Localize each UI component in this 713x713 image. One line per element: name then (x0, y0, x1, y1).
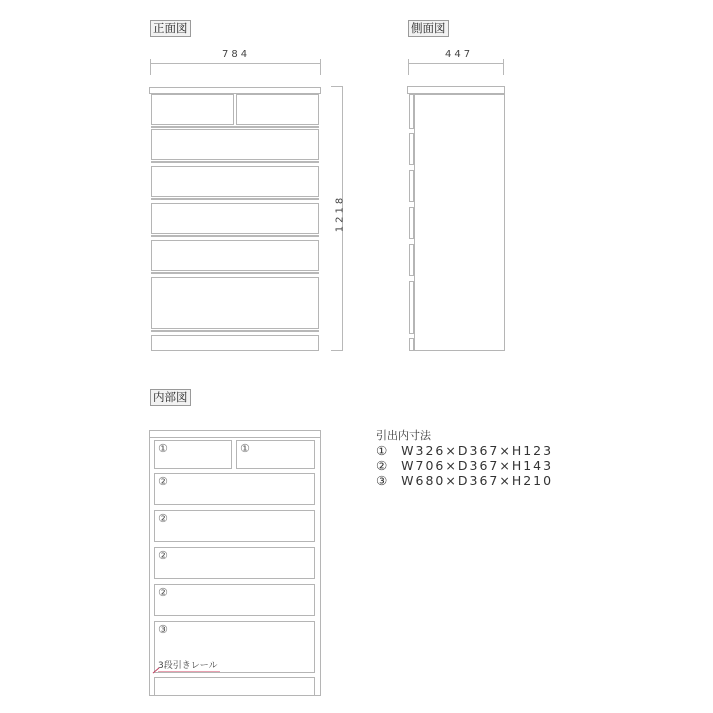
drawer-marker: ② (158, 549, 168, 562)
interior-view-chest (149, 430, 321, 696)
spec-row-3 (376, 473, 553, 488)
spec-size: W326×D367×H123 (401, 443, 554, 458)
side-view-chest (407, 86, 505, 351)
dim-tick (331, 86, 343, 87)
rail-note: 3段引きレール (158, 658, 220, 672)
side-drawer-front (409, 244, 414, 276)
divider (151, 198, 319, 200)
interior-drawer-5 (154, 584, 315, 616)
interior-drawer-4 (154, 547, 315, 579)
side-drawer-front (409, 133, 414, 165)
front-drawer-4 (151, 203, 319, 234)
drawer-specs (376, 427, 553, 488)
divider (151, 161, 319, 163)
dim-tick (503, 59, 504, 75)
side-drawer-front (409, 94, 414, 129)
side-plinth (409, 338, 414, 351)
top-board (149, 87, 321, 94)
side-drawer-front (409, 281, 414, 334)
interior-drawer-1a (154, 440, 232, 469)
side-depth-dim-line (408, 63, 504, 64)
interior-view-label: 内部図 (150, 389, 191, 406)
front-drawer-5 (151, 240, 319, 271)
dim-tick (408, 59, 409, 75)
interior-drawer-3 (154, 510, 315, 542)
side-view-label: 側面図 (408, 20, 449, 37)
drawer-marker: ③ (158, 623, 168, 636)
drawer-marker: ② (158, 512, 168, 525)
front-view-label: 正面図 (150, 20, 191, 37)
drawer-marker: ① (240, 442, 250, 455)
spec-row-2 (376, 458, 553, 473)
spec-marker: ① (376, 443, 390, 458)
front-drawer-6 (151, 277, 319, 329)
interior-plinth (154, 677, 315, 696)
dim-tick (150, 59, 151, 75)
plinth (151, 335, 319, 351)
side-body (414, 94, 505, 351)
front-drawer-1b (236, 94, 319, 125)
dim-tick (331, 350, 343, 351)
divider (151, 126, 319, 128)
drawer-marker: ② (158, 475, 168, 488)
drawer-specs-title: 引出内寸法 (376, 429, 431, 442)
divider (151, 330, 319, 332)
interior-top-board (149, 430, 321, 438)
side-top-board (407, 86, 505, 94)
dim-tick (320, 59, 321, 75)
spec-size: W680×D367×H210 (401, 473, 554, 488)
front-drawer-3 (151, 166, 319, 197)
drawer-marker: ① (158, 442, 168, 455)
front-width-dimension: 784 (222, 49, 251, 60)
side-drawer-front (409, 207, 414, 239)
side-drawer-front (409, 170, 414, 202)
spec-marker: ② (376, 458, 390, 473)
drawer-marker: ② (158, 586, 168, 599)
front-view-chest (149, 87, 321, 351)
interior-drawer-6 (154, 621, 315, 673)
divider (151, 235, 319, 237)
spec-marker: ③ (376, 473, 390, 488)
divider (151, 272, 319, 274)
spec-row-1 (376, 443, 553, 458)
interior-drawer-2 (154, 473, 315, 505)
front-width-dim-line (150, 63, 320, 64)
spec-size: W706×D367×H143 (401, 458, 554, 473)
side-depth-dimension: 447 (445, 49, 474, 60)
interior-drawer-1b (236, 440, 315, 469)
front-height-dimension: 1218 (334, 194, 346, 233)
front-drawer-2 (151, 129, 319, 160)
front-drawer-1a (151, 94, 234, 125)
